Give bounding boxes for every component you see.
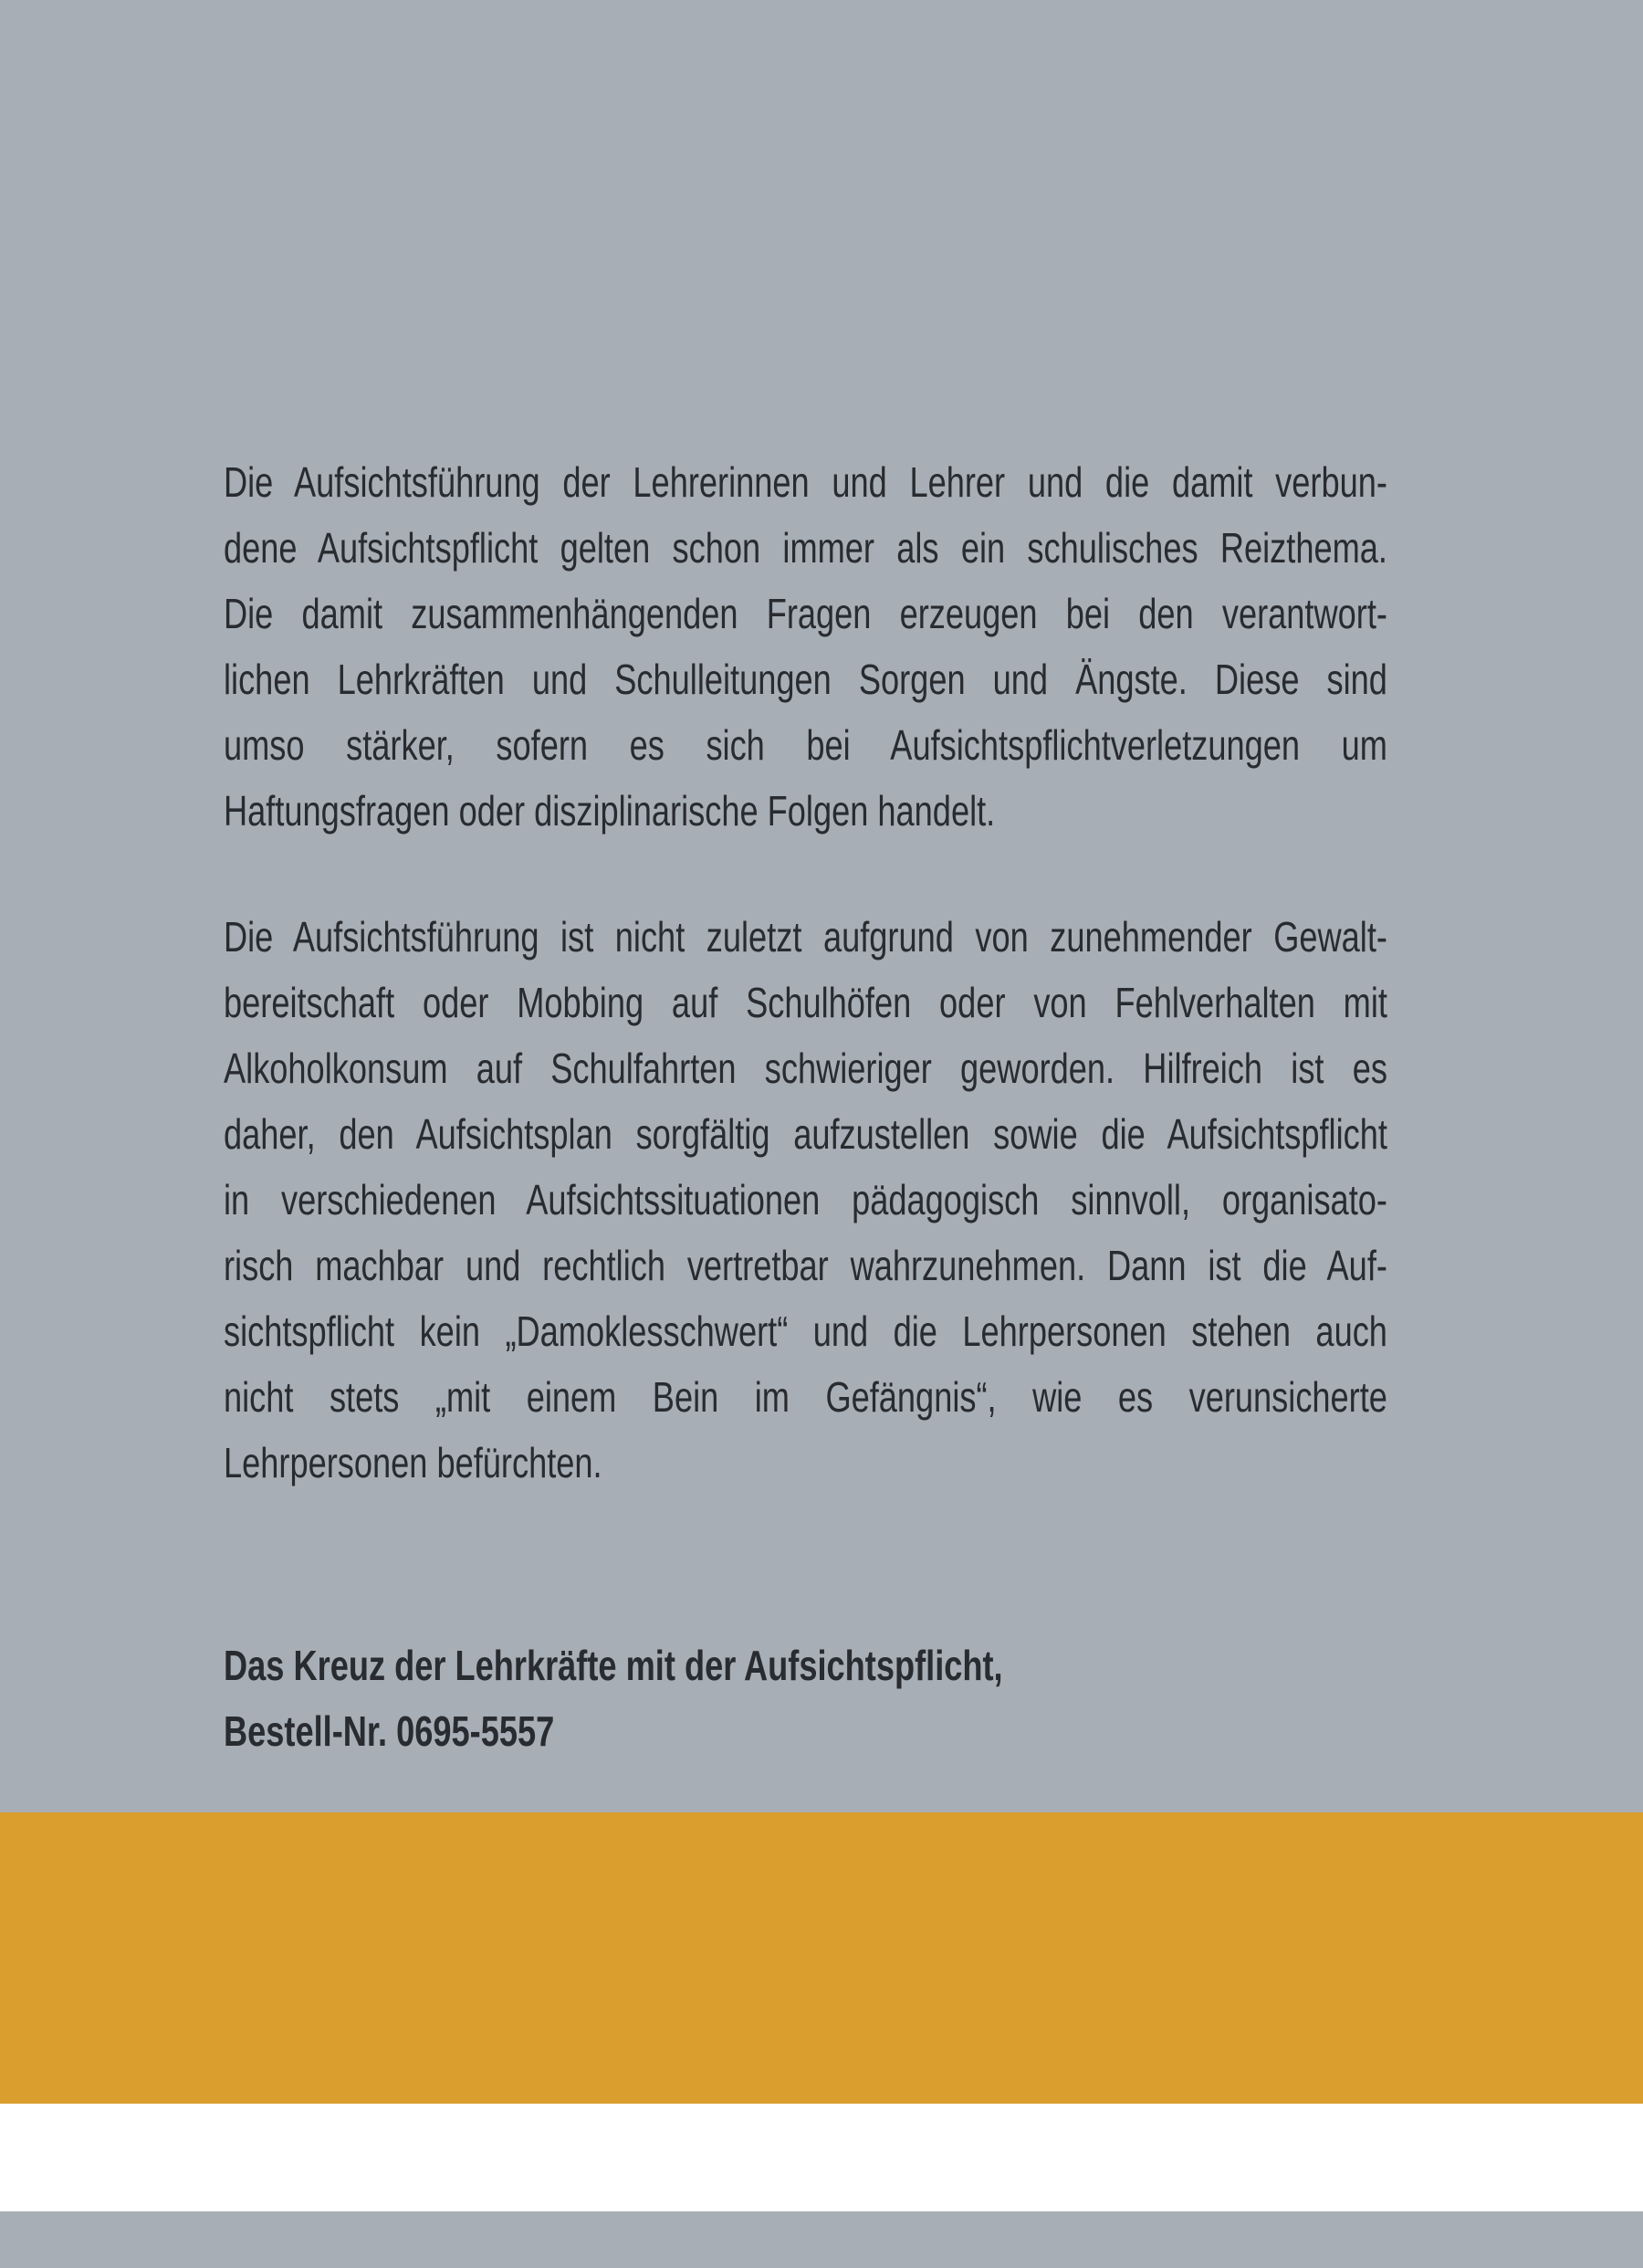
text-line: nicht stets „mit einem Bein im Gefängnis“, wie es verunsicherte xyxy=(224,1373,1387,1421)
text-line: Lehrpersonen befürchten. xyxy=(224,1439,602,1486)
bottom-gray-band xyxy=(0,2211,1643,2268)
text-line: risch machbar und rechtlich vertretbar wahrzunehmen. Dann ist die Auf- xyxy=(224,1242,1387,1289)
description-paragraph xyxy=(224,904,1387,1496)
product-info xyxy=(224,1633,1387,1764)
text-line: in verschiedenen Aufsichtssituationen pädagogisch sinnvoll, organisato- xyxy=(224,1176,1387,1223)
text-line: dene Aufsichtspflicht gelten schon immer als ein schulisches Reizthema. xyxy=(224,524,1387,572)
text-line: Alkoholkonsum auf Schulfahrten schwieriger geworden. Hilfreich ist es xyxy=(224,1045,1387,1092)
text-line: lichen Lehrkräften und Schulleitungen Sorgen und Ängste. Diese sind xyxy=(224,656,1387,703)
text-line: daher, den Aufsichtsplan sorgfältig aufzustellen sowie die Aufsichtspflicht xyxy=(224,1110,1387,1158)
text-line: sichtspflicht kein „Damoklesschwert“ und die Lehrpersonen stehen auch xyxy=(224,1307,1387,1355)
text-line: Die Aufsichtsführung ist nicht zuletzt aufgrund von zunehmender Gewalt- xyxy=(224,913,1387,961)
orange-band xyxy=(0,1812,1643,2104)
product-title: Das Kreuz der Lehrkräfte mit der Aufsichtspflicht, xyxy=(224,1642,1003,1689)
white-band xyxy=(0,2104,1643,2211)
text-line: Haftungsfragen oder disziplinarische Folgen handelt. xyxy=(224,787,996,835)
text-line: Die Aufsichtsführung der Lehrerinnen und Lehrer und die damit verbun- xyxy=(224,458,1387,506)
order-number: Bestell-Nr. 0695-5557 xyxy=(224,1707,555,1755)
text-line: bereitschaft oder Mobbing auf Schulhöfen oder von Fehlverhalten mit xyxy=(224,979,1387,1026)
intro-paragraph xyxy=(224,449,1387,844)
text-block xyxy=(224,449,1387,1764)
text-line: umso stärker, sofern es sich bei Aufsichtspflichtverletzungen um xyxy=(224,721,1387,769)
text-line: Die damit zusammenhängenden Fragen erzeugen bei den verantwort- xyxy=(224,590,1387,637)
